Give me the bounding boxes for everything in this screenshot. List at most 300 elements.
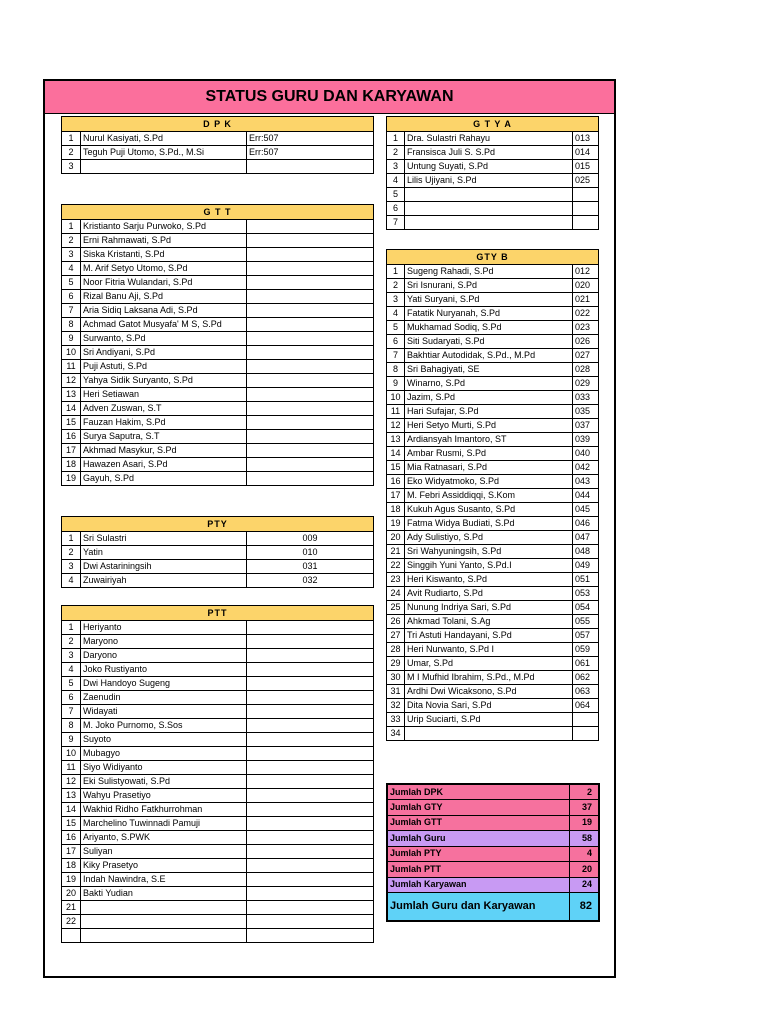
- gty-a-header: G T Y A: [387, 117, 599, 132]
- row-code: 021: [573, 293, 599, 307]
- row-code: 040: [573, 447, 599, 461]
- table-row: [387, 517, 599, 531]
- row-number: 18: [62, 458, 81, 472]
- row-name: Fauzan Hakim, S.Pd: [81, 416, 247, 430]
- row-number: 7: [387, 349, 405, 363]
- row-name: Kiky Prasetyo: [81, 859, 247, 873]
- row-number: 7: [62, 705, 81, 719]
- table-row: [387, 433, 599, 447]
- row-name: [405, 216, 573, 230]
- row-name: Kristianto Sarju Purwoko, S.Pd: [81, 220, 247, 234]
- row-code: 022: [573, 307, 599, 321]
- row-name: Fatatik Nuryanah, S.Pd: [405, 307, 573, 321]
- table-row: [387, 293, 599, 307]
- table-row: [62, 220, 374, 234]
- row-number: 17: [62, 444, 81, 458]
- row-name: Winarno, S.Pd: [405, 377, 573, 391]
- table-row: [62, 416, 374, 430]
- table-row: [62, 234, 374, 248]
- row-number: 7: [387, 216, 405, 230]
- row-code: [247, 901, 374, 915]
- row-name: Rizal Banu Aji, S.Pd: [81, 290, 247, 304]
- row-number: 8: [387, 363, 405, 377]
- row-code: [247, 234, 374, 248]
- table-row: [387, 377, 599, 391]
- row-name: Avit Rudiarto, S.Pd: [405, 587, 573, 601]
- summary-label: Jumlah Karyawan: [387, 877, 569, 893]
- row-name: Akhmad Masykur, S.Pd: [81, 444, 247, 458]
- table-row: [62, 901, 374, 915]
- row-name: Ambar Rusmi, S.Pd: [405, 447, 573, 461]
- row-number: 11: [387, 405, 405, 419]
- row-number: 2: [387, 279, 405, 293]
- gty-b-header: GTY B: [387, 250, 599, 265]
- row-number: 23: [387, 573, 405, 587]
- summary-row: [387, 784, 599, 800]
- row-code: [247, 775, 374, 789]
- row-number: 20: [62, 887, 81, 901]
- table-row: [387, 202, 599, 216]
- row-number: 4: [387, 174, 405, 188]
- row-code: 053: [573, 587, 599, 601]
- row-code: 051: [573, 573, 599, 587]
- table-row: [387, 405, 599, 419]
- row-number: 11: [62, 761, 81, 775]
- row-number: 16: [62, 430, 81, 444]
- row-code: 039: [573, 433, 599, 447]
- row-code: [247, 276, 374, 290]
- row-number: 27: [387, 629, 405, 643]
- row-number: 12: [62, 775, 81, 789]
- row-number: 20: [387, 531, 405, 545]
- summary-label: Jumlah GTY: [387, 800, 569, 816]
- row-number: 30: [387, 671, 405, 685]
- row-name: Wakhid Ridho Fatkhurrohman: [81, 803, 247, 817]
- summary-value: 4: [569, 846, 599, 862]
- row-code: 057: [573, 629, 599, 643]
- summary-label: Jumlah DPK: [387, 784, 569, 800]
- row-code: [247, 346, 374, 360]
- row-code: 042: [573, 461, 599, 475]
- row-code: [247, 649, 374, 663]
- row-name: Wahyu Prasetiyo: [81, 789, 247, 803]
- row-code: [247, 803, 374, 817]
- row-name: Mia Ratnasari, S.Pd: [405, 461, 573, 475]
- row-code: Err:507: [247, 146, 374, 160]
- row-number: 2: [62, 546, 81, 560]
- row-code: [247, 332, 374, 346]
- row-number: 21: [387, 545, 405, 559]
- table-row: [387, 615, 599, 629]
- row-name: Heri Setiawan: [81, 388, 247, 402]
- row-code: 014: [573, 146, 599, 160]
- row-number: 14: [62, 803, 81, 817]
- row-name: Zuwairiyah: [81, 574, 247, 588]
- row-number: 19: [387, 517, 405, 531]
- row-code: 045: [573, 503, 599, 517]
- row-name: Ahkmad Tolani, S.Ag: [405, 615, 573, 629]
- row-code: 029: [573, 377, 599, 391]
- row-code: [247, 458, 374, 472]
- row-number: 1: [62, 220, 81, 234]
- row-number: 31: [387, 685, 405, 699]
- row-code: 015: [573, 160, 599, 174]
- table-row: [62, 831, 374, 845]
- row-code: 047: [573, 531, 599, 545]
- row-code: [573, 727, 599, 741]
- row-number: 4: [387, 307, 405, 321]
- gty-a-table: [386, 116, 599, 230]
- table-row: [387, 531, 599, 545]
- row-number: 18: [387, 503, 405, 517]
- row-number: 28: [387, 643, 405, 657]
- row-code: 023: [573, 321, 599, 335]
- row-code: [247, 621, 374, 635]
- row-code: [247, 733, 374, 747]
- row-name: Teguh Puji Utomo, S.Pd., M.Si: [81, 146, 247, 160]
- row-number: 22: [387, 559, 405, 573]
- table-row: [387, 713, 599, 727]
- row-name: Yati Suryani, S.Pd: [405, 293, 573, 307]
- row-number: 5: [62, 276, 81, 290]
- table-row: [387, 699, 599, 713]
- table-row: [62, 560, 374, 574]
- row-code: 048: [573, 545, 599, 559]
- row-code: [573, 202, 599, 216]
- row-name: Sri Wahyuningsih, S.Pd: [405, 545, 573, 559]
- dpk-table: [61, 116, 374, 174]
- row-code: 055: [573, 615, 599, 629]
- row-number: 15: [62, 416, 81, 430]
- row-number: 7: [62, 304, 81, 318]
- row-name: Heri Nurwanto, S.Pd I: [405, 643, 573, 657]
- row-number: 3: [62, 560, 81, 574]
- row-code: [247, 831, 374, 845]
- row-number: 4: [62, 574, 81, 588]
- summary-row: [387, 893, 599, 921]
- row-name: Dwi Handoyo Sugeng: [81, 677, 247, 691]
- row-number: 19: [62, 873, 81, 887]
- row-number: 13: [387, 433, 405, 447]
- row-name: Puji Astuti, S.Pd: [81, 360, 247, 374]
- table-row: [62, 775, 374, 789]
- row-name: Sri Andiyani, S.Pd: [81, 346, 247, 360]
- row-name: Suliyan: [81, 845, 247, 859]
- table-row: [387, 601, 599, 615]
- table-row: [62, 873, 374, 887]
- row-name: Yahya Sidik Suryanto, S.Pd: [81, 374, 247, 388]
- table-row: [62, 160, 374, 174]
- row-number: 15: [62, 817, 81, 831]
- row-name: Heri Kiswanto, S.Pd: [405, 573, 573, 587]
- row-name: Sugeng Rahadi, S.Pd: [405, 265, 573, 279]
- row-name: Heriyanto: [81, 621, 247, 635]
- row-number: 26: [387, 615, 405, 629]
- table-row: [62, 276, 374, 290]
- summary-row: [387, 877, 599, 893]
- row-name: Singgih Yuni Yanto, S.Pd.I: [405, 559, 573, 573]
- row-code: 027: [573, 349, 599, 363]
- row-code: 028: [573, 363, 599, 377]
- table-row: [387, 335, 599, 349]
- row-code: 059: [573, 643, 599, 657]
- row-name: M. Arif Setyo Utomo, S.Pd: [81, 262, 247, 276]
- table-row: [387, 419, 599, 433]
- row-number: 8: [62, 719, 81, 733]
- row-code: [247, 663, 374, 677]
- row-number: 1: [62, 621, 81, 635]
- row-name: Urip Suciarti, S.Pd: [405, 713, 573, 727]
- table-row: [62, 318, 374, 332]
- table-row: [62, 248, 374, 262]
- row-name: Aria Sidiq Laksana Adi, S.Pd: [81, 304, 247, 318]
- row-name: Umar, S.Pd: [405, 657, 573, 671]
- table-row: [62, 458, 374, 472]
- row-number: 6: [387, 202, 405, 216]
- row-name: Daryono: [81, 649, 247, 663]
- row-name: Indah Nawindra, S.E: [81, 873, 247, 887]
- summary-row: [387, 815, 599, 831]
- row-code: [247, 388, 374, 402]
- row-name: Heri Setyo Murti, S.Pd: [405, 419, 573, 433]
- table-row: [62, 360, 374, 374]
- row-name: Marchelino Tuwinnadi Pamuji: [81, 817, 247, 831]
- table-row: [387, 174, 599, 188]
- row-number: 1: [387, 265, 405, 279]
- row-name: Siti Sudaryati, S.Pd: [405, 335, 573, 349]
- row-name: Surwanto, S.Pd: [81, 332, 247, 346]
- row-name: Mubagyo: [81, 747, 247, 761]
- row-number: 14: [387, 447, 405, 461]
- row-number: 14: [62, 402, 81, 416]
- row-number: 3: [387, 293, 405, 307]
- row-code: [573, 216, 599, 230]
- table-row: [387, 545, 599, 559]
- table-row: [387, 461, 599, 475]
- row-number: 1: [62, 132, 81, 146]
- table-row: [62, 733, 374, 747]
- table-row: [62, 859, 374, 873]
- row-name: Adven Zuswan, S.T: [81, 402, 247, 416]
- row-name: Eki Sulistyowati, S.Pd: [81, 775, 247, 789]
- row-code: [247, 360, 374, 374]
- row-number: 12: [62, 374, 81, 388]
- summary-value: 19: [569, 815, 599, 831]
- gty-b-table: [386, 249, 599, 741]
- table-row: [62, 817, 374, 831]
- table-row: [387, 216, 599, 230]
- row-code: [247, 430, 374, 444]
- row-number: 19: [62, 472, 81, 486]
- table-row: [62, 719, 374, 733]
- row-name: M. Febri Assiddiqqi, S.Kom: [405, 489, 573, 503]
- gtt-table: [61, 204, 374, 486]
- row-name: [81, 160, 247, 174]
- table-row: [387, 503, 599, 517]
- row-number: 33: [387, 713, 405, 727]
- row-code: [247, 635, 374, 649]
- summary-label: Jumlah PTT: [387, 862, 569, 878]
- table-row: [387, 447, 599, 461]
- table-row: [62, 304, 374, 318]
- row-number: 9: [387, 377, 405, 391]
- row-code: 009: [247, 532, 374, 546]
- row-number: 5: [387, 188, 405, 202]
- table-row: [387, 573, 599, 587]
- row-number: 4: [62, 262, 81, 276]
- row-code: 054: [573, 601, 599, 615]
- row-name: Eko Widyatmoko, S.Pd: [405, 475, 573, 489]
- row-number: 1: [62, 532, 81, 546]
- table-row: [62, 649, 374, 663]
- row-code: [247, 747, 374, 761]
- table-row: [62, 663, 374, 677]
- table-row: [387, 265, 599, 279]
- row-number: 10: [387, 391, 405, 405]
- table-row: [387, 489, 599, 503]
- row-code: 046: [573, 517, 599, 531]
- table-row: [387, 587, 599, 601]
- row-name: Jazim, S.Pd: [405, 391, 573, 405]
- summary-value: 24: [569, 877, 599, 893]
- table-row: [387, 685, 599, 699]
- table-row: [62, 332, 374, 346]
- row-number: 10: [62, 747, 81, 761]
- row-name: Bakti Yudian: [81, 887, 247, 901]
- table-row: [62, 444, 374, 458]
- row-name: Ardhi Dwi Wicaksono, S.Pd: [405, 685, 573, 699]
- table-row: [387, 160, 599, 174]
- row-name: Bakhtiar Autodidak, S.Pd., M.Pd: [405, 349, 573, 363]
- row-number: 10: [62, 346, 81, 360]
- row-code: 035: [573, 405, 599, 419]
- row-number: 13: [62, 789, 81, 803]
- row-code: [247, 859, 374, 873]
- table-row: [387, 321, 599, 335]
- row-code: 049: [573, 559, 599, 573]
- row-code: 061: [573, 657, 599, 671]
- row-name: Ariyanto, S.PWK: [81, 831, 247, 845]
- summary-label: Jumlah GTT: [387, 815, 569, 831]
- row-number: 8: [62, 318, 81, 332]
- summary-row: [387, 800, 599, 816]
- row-number: 34: [387, 727, 405, 741]
- row-number: 17: [62, 845, 81, 859]
- table-row: [62, 574, 374, 588]
- row-code: 044: [573, 489, 599, 503]
- row-number: 3: [387, 160, 405, 174]
- row-name: Noor Fitria Wulandari, S.Pd: [81, 276, 247, 290]
- pty-table: [61, 516, 374, 588]
- table-row: [62, 472, 374, 486]
- row-code: 033: [573, 391, 599, 405]
- row-code: 012: [573, 265, 599, 279]
- table-row: [62, 402, 374, 416]
- row-code: [247, 915, 374, 929]
- row-number: 29: [387, 657, 405, 671]
- row-number: 22: [62, 915, 81, 929]
- row-name: M I Mufhid Ibrahim, S.Pd., M.Pd: [405, 671, 573, 685]
- row-code: [247, 304, 374, 318]
- row-name: Untung Suyati, S.Pd: [405, 160, 573, 174]
- row-number: [62, 929, 81, 943]
- table-row: [62, 747, 374, 761]
- row-number: 3: [62, 248, 81, 262]
- row-name: Yatin: [81, 546, 247, 560]
- row-name: [405, 188, 573, 202]
- row-code: 032: [247, 574, 374, 588]
- row-code: Err:507: [247, 132, 374, 146]
- row-number: 5: [387, 321, 405, 335]
- row-name: Sri Sulastri: [81, 532, 247, 546]
- dpk-header: D P K: [62, 117, 374, 132]
- summary-row: [387, 831, 599, 847]
- table-row: [62, 789, 374, 803]
- row-name: [81, 901, 247, 915]
- gtt-header: G T T: [62, 205, 374, 220]
- table-row: [62, 845, 374, 859]
- row-name: Suyoto: [81, 733, 247, 747]
- row-code: [247, 262, 374, 276]
- row-name: Hawazen Asari, S.Pd: [81, 458, 247, 472]
- row-name: Maryono: [81, 635, 247, 649]
- table-row: [387, 643, 599, 657]
- row-code: 010: [247, 546, 374, 560]
- row-name: [405, 202, 573, 216]
- row-number: 17: [387, 489, 405, 503]
- table-row: [62, 677, 374, 691]
- table-row: [62, 691, 374, 705]
- row-code: [247, 705, 374, 719]
- row-code: 064: [573, 699, 599, 713]
- row-number: 16: [387, 475, 405, 489]
- row-number: 3: [62, 649, 81, 663]
- table-row: [62, 262, 374, 276]
- row-number: 21: [62, 901, 81, 915]
- row-number: 3: [62, 160, 81, 174]
- row-number: 15: [387, 461, 405, 475]
- row-code: [247, 402, 374, 416]
- row-code: [247, 761, 374, 775]
- row-number: 5: [62, 677, 81, 691]
- table-row: [387, 279, 599, 293]
- table-row: [62, 929, 374, 943]
- row-name: [81, 915, 247, 929]
- row-name: Achmad Gatot Musyafa' M S, S.Pd: [81, 318, 247, 332]
- row-number: 12: [387, 419, 405, 433]
- row-number: 6: [62, 290, 81, 304]
- table-row: [387, 657, 599, 671]
- table-row: [62, 705, 374, 719]
- row-code: [247, 220, 374, 234]
- table-row: [62, 146, 374, 160]
- row-name: Lilis Ujiyani, S.Pd: [405, 174, 573, 188]
- row-code: 013: [573, 132, 599, 146]
- table-row: [62, 915, 374, 929]
- row-code: [247, 789, 374, 803]
- row-number: 13: [62, 388, 81, 402]
- row-name: Tri Astuti Handayani, S.Pd: [405, 629, 573, 643]
- row-code: [247, 248, 374, 262]
- row-number: 2: [62, 635, 81, 649]
- row-number: 9: [62, 332, 81, 346]
- summary-value: 82: [569, 893, 599, 921]
- summary-value: 37: [569, 800, 599, 816]
- row-code: [247, 873, 374, 887]
- summary-row: [387, 846, 599, 862]
- row-number: 1: [387, 132, 405, 146]
- table-row: [387, 391, 599, 405]
